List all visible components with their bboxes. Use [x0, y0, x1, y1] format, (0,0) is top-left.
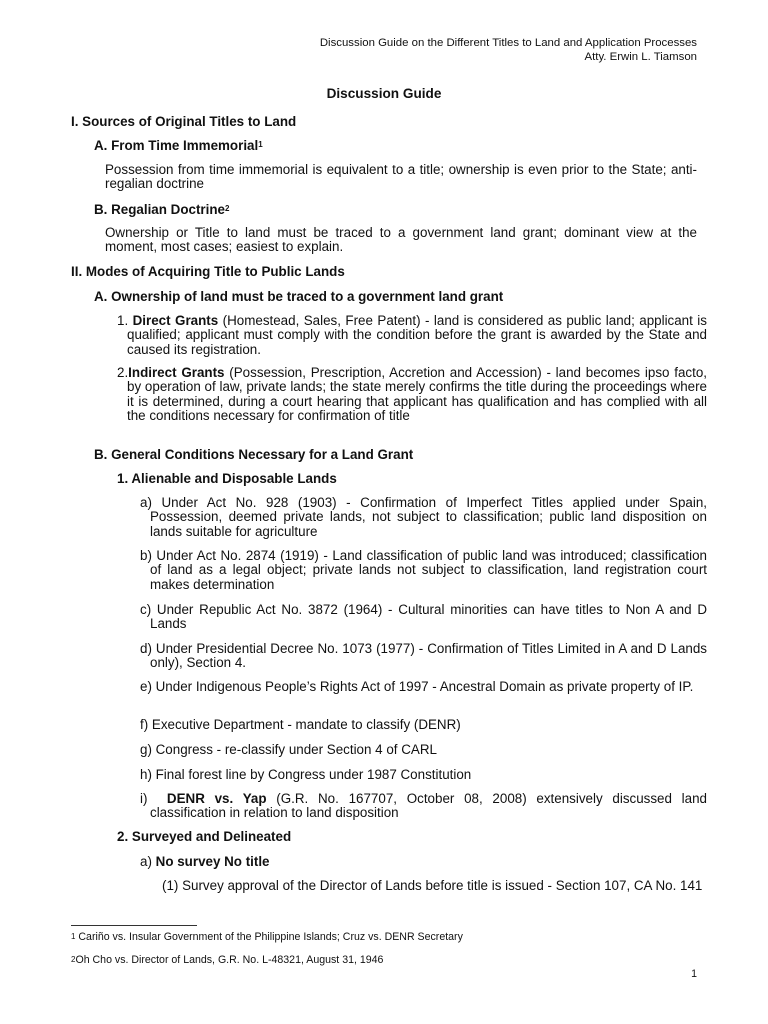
- list-item: c) Under Republic Act No. 3872 (1964) - Cultural minorities can have titles to Non A and D Lands: [140, 602, 707, 632]
- footnote-ref-2[interactable]: 2: [224, 204, 230, 213]
- page-title: Discussion Guide: [326, 86, 442, 101]
- list-item: d) Under Presidential Decree No. 1073 (1977) - Confirmation of Titles Limited in A and D Lands only), Section 4.: [140, 641, 707, 671]
- section-1b-heading: B. Regalian Doctrine$^2$: [94, 202, 230, 217]
- footnote-1: $^1$ Cariño vs. Insular Government of the Philippine Islands; Cruz vs. DENR Secretary: [71, 931, 463, 943]
- list-item: e) Under Indigenous People’s Rights Act of 1997 - Ancestral Domain as private property of IP.: [140, 679, 694, 694]
- section-2a-heading: A. Ownership of land must be traced to a government land grant: [94, 289, 504, 304]
- denr-vs-yap-item: i) DENR vs. Yap (G.R. No. 167707, October 08, 2008) extensively discussed land classification in relation to land disposition: [140, 791, 707, 821]
- page-number: 1: [691, 968, 697, 980]
- section-1a-heading: A. From Time Immemorial$^1$: [94, 138, 263, 153]
- section-1-heading: I. Sources of Original Titles to Land: [71, 114, 297, 129]
- list-item: g) Congress - re-classify under Section 4 of CARL: [140, 742, 437, 757]
- subsection-1-heading: 1. Alienable and Disposable Lands: [117, 471, 337, 486]
- section-2-heading: II. Modes of Acquiring Title to Public Lands: [71, 264, 345, 279]
- section-1b-text: Ownership or Title to land must be traced to a government land grant; dominant view at the moment, most cases; easiest to explain.: [105, 225, 697, 255]
- list-item: b) Under Act No. 2874 (1919) - Land classification of public land was introduced; classification of land as a legal object; private lands not subject to classification, land registration court makes determination: [140, 548, 707, 592]
- footnote-ref-1[interactable]: 1: [258, 140, 263, 149]
- section-2b-heading: B. General Conditions Necessary for a Land Grant: [94, 447, 414, 462]
- list-item: h) Final forest line by Congress under 1987 Constitution: [140, 767, 472, 782]
- survey-approval-item: (1) Survey approval of the Director of Lands before title is issued - Section 107, CA No. 141: [162, 878, 703, 893]
- list-item: f) Executive Department - mandate to classify (DENR): [140, 717, 461, 732]
- list-item: a) Under Act No. 928 (1903) - Confirmation of Imperfect Titles applied under Spain, Possession, deemed private lands, not subject to classification; public land disposition on lands suitable for agriculture: [140, 495, 707, 539]
- no-survey-item: a) No survey No title: [140, 854, 270, 869]
- running-header: [320, 36, 697, 64]
- header-author: Atty. Erwin L. Tiamson: [584, 51, 697, 63]
- subsection-2-heading: 2. Surveyed and Delineated: [117, 829, 292, 844]
- direct-grants-item: 1. Direct Grants (Homestead, Sales, Free Patent) - land is considered as public land; applicant is qualified; applicant must comply with the condition before the grant is awarded by the State and caused its registration.: [117, 313, 707, 357]
- section-1a-text: Possession from time immemorial is equivalent to a title; ownership is even prior to the State; anti-regalian doctrine: [105, 162, 697, 192]
- header-title: Discussion Guide on the Different Titles to Land and Application Processes: [319, 37, 697, 49]
- footnote-2: $^2$Oh Cho vs. Director of Lands, G.R. No. L-48321, August 31, 1946: [71, 954, 384, 966]
- indirect-grants-item: 2.Indirect Grants (Possession, Prescription, Accretion and Accession) - land becomes ipso facto, by operation of law, private lands; the state merely confirms the title during the proceedings where it is determined, during a court hearing that applicant has qualification and has complied with all the conditions necessary for confirmation of title: [117, 365, 707, 424]
- footnote-divider: [71, 925, 197, 926]
